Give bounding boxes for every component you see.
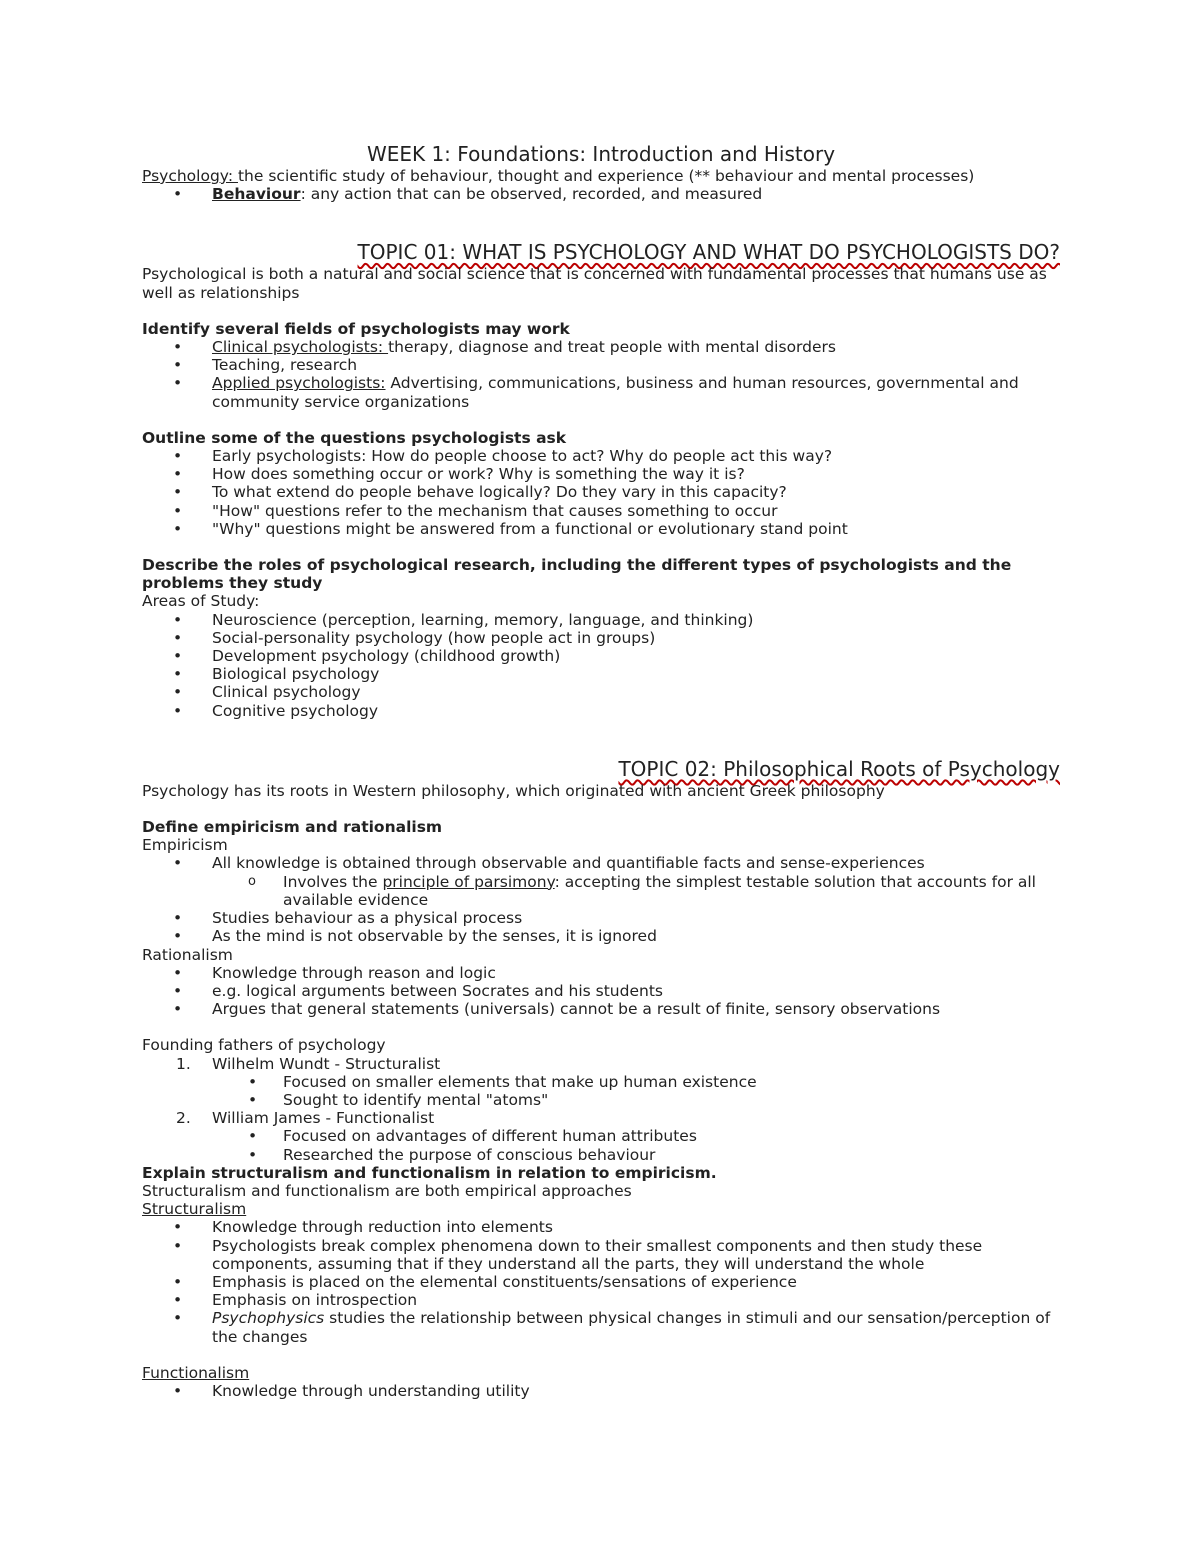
section-heading: Identify several fields of psychologists may work bbox=[142, 319, 570, 338]
list-item: • Emphasis on introspection bbox=[142, 1291, 1060, 1309]
list-item: • Biological psychology bbox=[142, 665, 1060, 683]
list-item: • Clinical psychology bbox=[142, 683, 1060, 701]
rationalism-label: Rationalism bbox=[142, 945, 233, 964]
list-item: • Knowledge through understanding utility bbox=[142, 1382, 1060, 1400]
numbered-item: 2. William James - Functionalist bbox=[176, 1109, 435, 1128]
list-item: • Psychophysics studies the relationship between physical changes in stimuli and our sensation/perception of the changes bbox=[142, 1309, 1060, 1345]
sub-list-item: o Involves the principle of parsimony: accepting the simplest testable solution that accounts for all available evidence bbox=[142, 873, 1060, 909]
topic-01-intro: Psychological is both a natural and social science that is concerned with fundamental processes that humans use as well as relationships bbox=[142, 265, 1047, 302]
list-item: • Early psychologists: How do people choose to act? Why do people act this way? bbox=[142, 447, 1060, 465]
list-item: • Applied psychologists: Advertising, communications, business and human resources, governmental and community service organizations bbox=[142, 374, 1060, 410]
psychology-definition bbox=[142, 167, 1060, 185]
list-item: • To what extend do people behave logically? Do they vary in this capacity? bbox=[142, 483, 1060, 501]
areas-label: Areas of Study: bbox=[142, 592, 260, 611]
list-item: • Clinical psychologists: therapy, diagnose and treat people with mental disorders bbox=[142, 338, 1060, 356]
definition-term: Psychology: bbox=[142, 167, 238, 185]
document-content bbox=[142, 141, 1060, 1400]
page-title: WEEK 1: Foundations: Introduction and History bbox=[366, 142, 836, 166]
list-item: • Neuroscience (perception, learning, memory, language, and thinking) bbox=[142, 611, 1060, 629]
list-item: • "How" questions refer to the mechanism that causes something to occur bbox=[142, 502, 1060, 520]
list-item: • Psychologists break complex phenomena down to their smallest components and then study these components, assuming that if they understand all the parts, they will understand the whole bbox=[142, 1237, 1060, 1273]
list-item: • As the mind is not observable by the senses, it is ignored bbox=[142, 927, 1060, 945]
structuralism-label: Structuralism bbox=[142, 1200, 247, 1219]
topic-02-heading: TOPIC 02: Philosophical Roots of Psychology bbox=[618, 756, 1060, 781]
section-heading: Define empiricism and rationalism bbox=[142, 818, 443, 837]
empiricism-label: Empiricism bbox=[142, 836, 228, 855]
functionalism-label: Functionalism bbox=[142, 1363, 250, 1382]
list-item: • Knowledge through reason and logic bbox=[142, 964, 1060, 982]
list-item: • "Why" questions might be answered from a functional or evolutionary stand point bbox=[142, 520, 1060, 538]
sub-list-item: • Focused on advantages of different human attributes bbox=[142, 1127, 1060, 1145]
topic-02-intro: Psychology has its roots in Western philosophy, which originated with ancient Greek philosophy bbox=[142, 781, 885, 800]
list-item: • All knowledge is obtained through observable and quantifiable facts and sense-experiences bbox=[142, 854, 1060, 872]
behaviour-term: Behaviour bbox=[212, 185, 301, 204]
list-item: • Teaching, research bbox=[142, 356, 1060, 374]
section-heading: Describe the roles of psychological research, including the different types of psychologists and the problems they study bbox=[142, 556, 1012, 593]
numbered-item: 1. Wilhelm Wundt - Structuralist bbox=[176, 1054, 441, 1073]
list-item: • Cognitive psychology bbox=[142, 702, 1060, 720]
topic-01-heading: TOPIC 01: WHAT IS PSYCHOLOGY AND WHAT DO PSYCHOLOGISTS DO? bbox=[357, 240, 1060, 265]
definition-text: the scientific study of behaviour, thought and experience (** behaviour and mental processes) bbox=[237, 167, 975, 185]
section-heading: Explain structuralism and functionalism in relation to empiricism. bbox=[142, 1163, 717, 1182]
list-item: • Emphasis is placed on the elemental constituents/sensations of experience bbox=[142, 1273, 1060, 1291]
list-item: • Social-personality psychology (how people act in groups) bbox=[142, 629, 1060, 647]
list-item: • Knowledge through reduction into elements bbox=[142, 1218, 1060, 1236]
explain-intro: Structuralism and functionalism are both empirical approaches bbox=[142, 1181, 632, 1200]
sub-list-item: • Researched the purpose of conscious behaviour bbox=[142, 1146, 1060, 1164]
list-item: • Argues that general statements (universals) cannot be a result of finite, sensory observations bbox=[142, 1000, 1060, 1018]
sub-list-item: • Focused on smaller elements that make up human existence bbox=[142, 1073, 1060, 1091]
section-heading: Outline some of the questions psychologists ask bbox=[142, 428, 567, 447]
list-item: • Behaviour: any action that can be observed, recorded, and measured bbox=[142, 185, 1060, 203]
list-item: • How does something occur or work? Why is something the way it is? bbox=[142, 465, 1060, 483]
sub-list-item: • Sought to identify mental "atoms" bbox=[142, 1091, 1060, 1109]
list-item: • Studies behaviour as a physical process bbox=[142, 909, 1060, 927]
list-item: • Development psychology (childhood growth) bbox=[142, 647, 1060, 665]
founders-label: Founding fathers of psychology bbox=[142, 1036, 386, 1055]
list-item: • e.g. logical arguments between Socrates and his students bbox=[142, 982, 1060, 1000]
